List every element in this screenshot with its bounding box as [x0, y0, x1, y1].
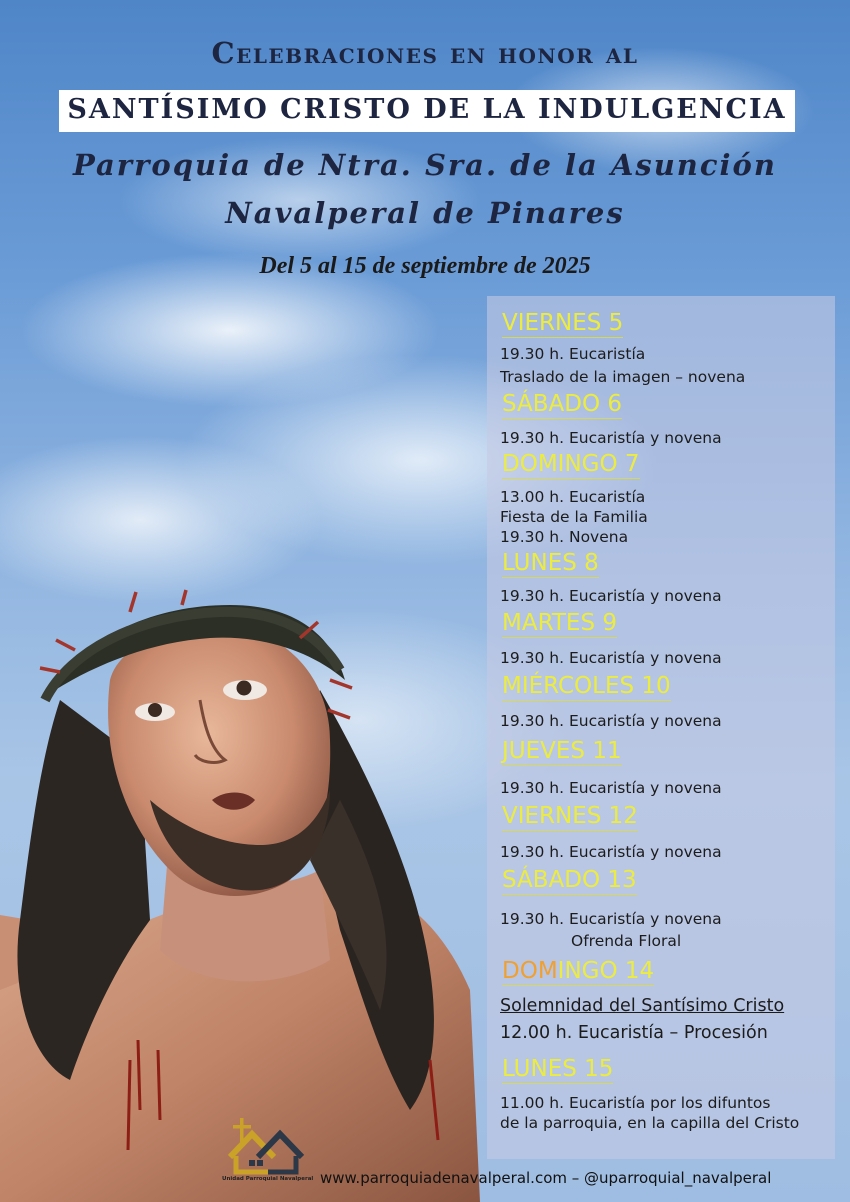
day-label-accent: DOM — [502, 958, 558, 984]
parish-name: Parroquia de Ntra. Sra. de la Asunción — [72, 148, 777, 182]
day-label: MIÉRCOLES 10 — [502, 673, 671, 699]
event-line: 19.30 h. Eucaristía y novena — [500, 910, 722, 928]
day-label: LUNES 8 — [502, 550, 599, 576]
logo-caption: Unidad Parroquial Navalperal — [222, 1176, 314, 1182]
event-line: 13.00 h. Eucaristía — [500, 488, 646, 506]
day-label: VIERNES 5 — [502, 310, 624, 336]
event-line: Traslado de la imagen – novena — [500, 368, 746, 386]
event-line: 11.00 h. Eucaristía por los difuntos — [500, 1094, 771, 1112]
town-name: Navalperal de Pinares — [225, 196, 625, 230]
event-line: Solemnidad del Santísimo Cristo — [500, 996, 785, 1016]
event-line: 19.30 h. Eucaristía y novena — [500, 429, 722, 447]
event-line: 19.30 h. Eucaristía y novena — [500, 779, 722, 797]
day-label: JUEVES 11 — [502, 738, 622, 764]
event-line: 12.00 h. Eucaristía – Procesión — [500, 1023, 768, 1043]
header-line: Celebraciones en honor al — [211, 36, 639, 70]
date-range: Del 5 al 15 de septiembre de 2025 — [259, 253, 591, 279]
day-label-rest: INGO 14 — [557, 958, 655, 984]
event-line: 19.30 h. Eucaristía — [500, 345, 646, 363]
day-label: LUNES 15 — [502, 1056, 614, 1082]
day-label: SÁBADO 13 — [502, 867, 637, 893]
day-label — [502, 958, 654, 986]
day-label: SÁBADO 6 — [502, 391, 623, 417]
day-label: MARTES 9 — [502, 610, 618, 636]
event-line: 19.30 h. Eucaristía y novena — [500, 649, 722, 667]
day-label: DOMINGO 7 — [502, 451, 640, 477]
event-line: Ofrenda Floral — [571, 932, 682, 950]
day-label: VIERNES 12 — [502, 803, 638, 829]
event-line: de la parroquia, en la capilla del Cristo — [500, 1114, 800, 1132]
footer-contact[interactable]: www.parroquiadenavalperal.com – @uparroquial_navalperal — [320, 1169, 772, 1187]
title-banner: SANTÍSIMO CRISTO DE LA INDULGENCIA — [67, 94, 787, 125]
event-line: 19.30 h. Novena — [500, 528, 629, 546]
event-line: Fiesta de la Familia — [500, 508, 648, 526]
event-line: 19.30 h. Eucaristía y novena — [500, 712, 722, 730]
event-line: 19.30 h. Eucaristía y novena — [500, 843, 722, 861]
event-line: 19.30 h. Eucaristía y novena — [500, 587, 722, 605]
